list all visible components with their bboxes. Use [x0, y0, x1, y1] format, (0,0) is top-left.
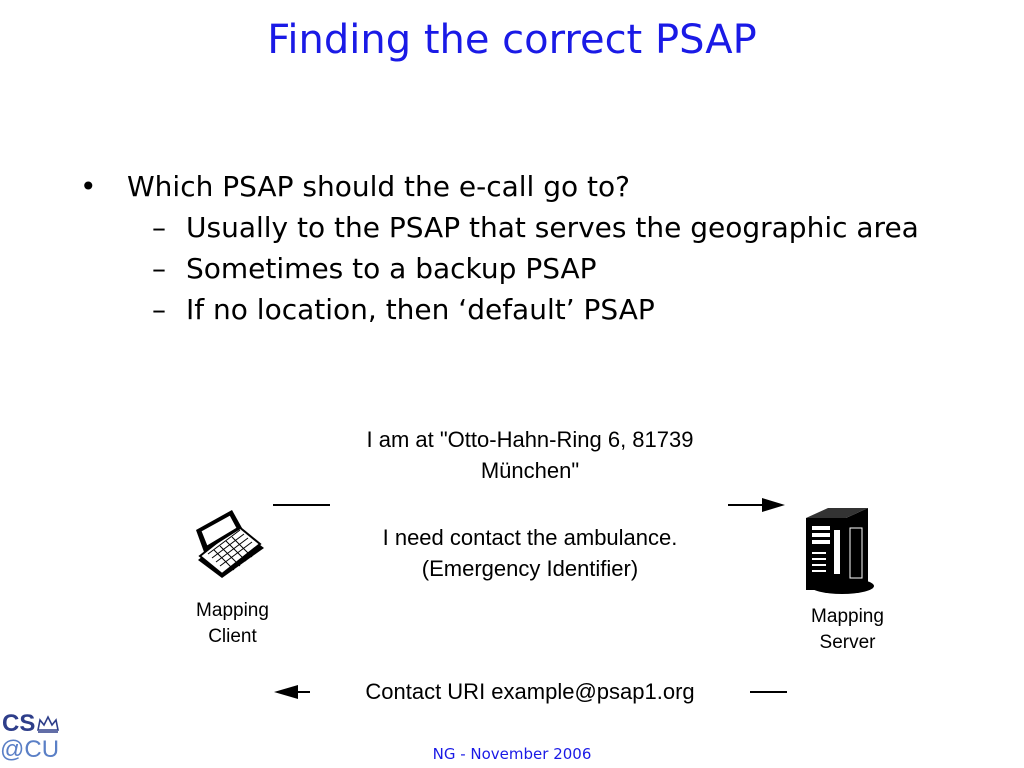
response-message: Contact URI example@psap1.org	[310, 677, 750, 707]
mapping-client-label	[160, 598, 305, 650]
request-line: München"	[480, 458, 580, 483]
request-message-service	[300, 522, 760, 584]
server-label-line: Mapping	[811, 606, 884, 627]
request-line: (Emergency Identifier)	[421, 556, 639, 581]
request-line: I need contact the ambulance.	[382, 525, 678, 550]
slide-footer: NG - November 2006	[432, 745, 592, 763]
bullet-marker: •	[80, 170, 97, 203]
request-line: I am at "Otto-Hahn-Ring 6, 81739	[366, 427, 694, 452]
response-arrow-head	[274, 685, 298, 699]
request-arrow	[273, 498, 785, 512]
client-label-line: Mapping	[196, 600, 269, 621]
logo-cu-text: @CU	[0, 736, 60, 763]
server-label-line: Server	[819, 632, 876, 653]
client-label-line: Client	[208, 626, 257, 647]
sub-bullet-text: Usually to the PSAP that serves the geographic area	[186, 211, 919, 244]
mapping-server-label	[775, 604, 920, 656]
bullet-text: Which PSAP should the e-call go to?	[127, 170, 631, 203]
sub-bullet-marker: –	[152, 293, 166, 326]
logo-cs-text: CS	[2, 710, 36, 737]
server-tower-icon	[806, 508, 874, 594]
sub-bullet-text: Sometimes to a backup PSAP	[186, 252, 597, 285]
sub-bullet-marker: –	[152, 211, 166, 244]
request-arrow-head	[762, 498, 785, 512]
request-message-location	[300, 424, 760, 486]
laptop-icon	[196, 510, 264, 578]
sub-bullet-text: If no location, then ‘default’ PSAP	[186, 293, 655, 326]
sub-bullet-marker: –	[152, 252, 166, 285]
crown-icon	[36, 714, 60, 734]
slide-title: Finding the correct PSAP	[267, 17, 757, 63]
